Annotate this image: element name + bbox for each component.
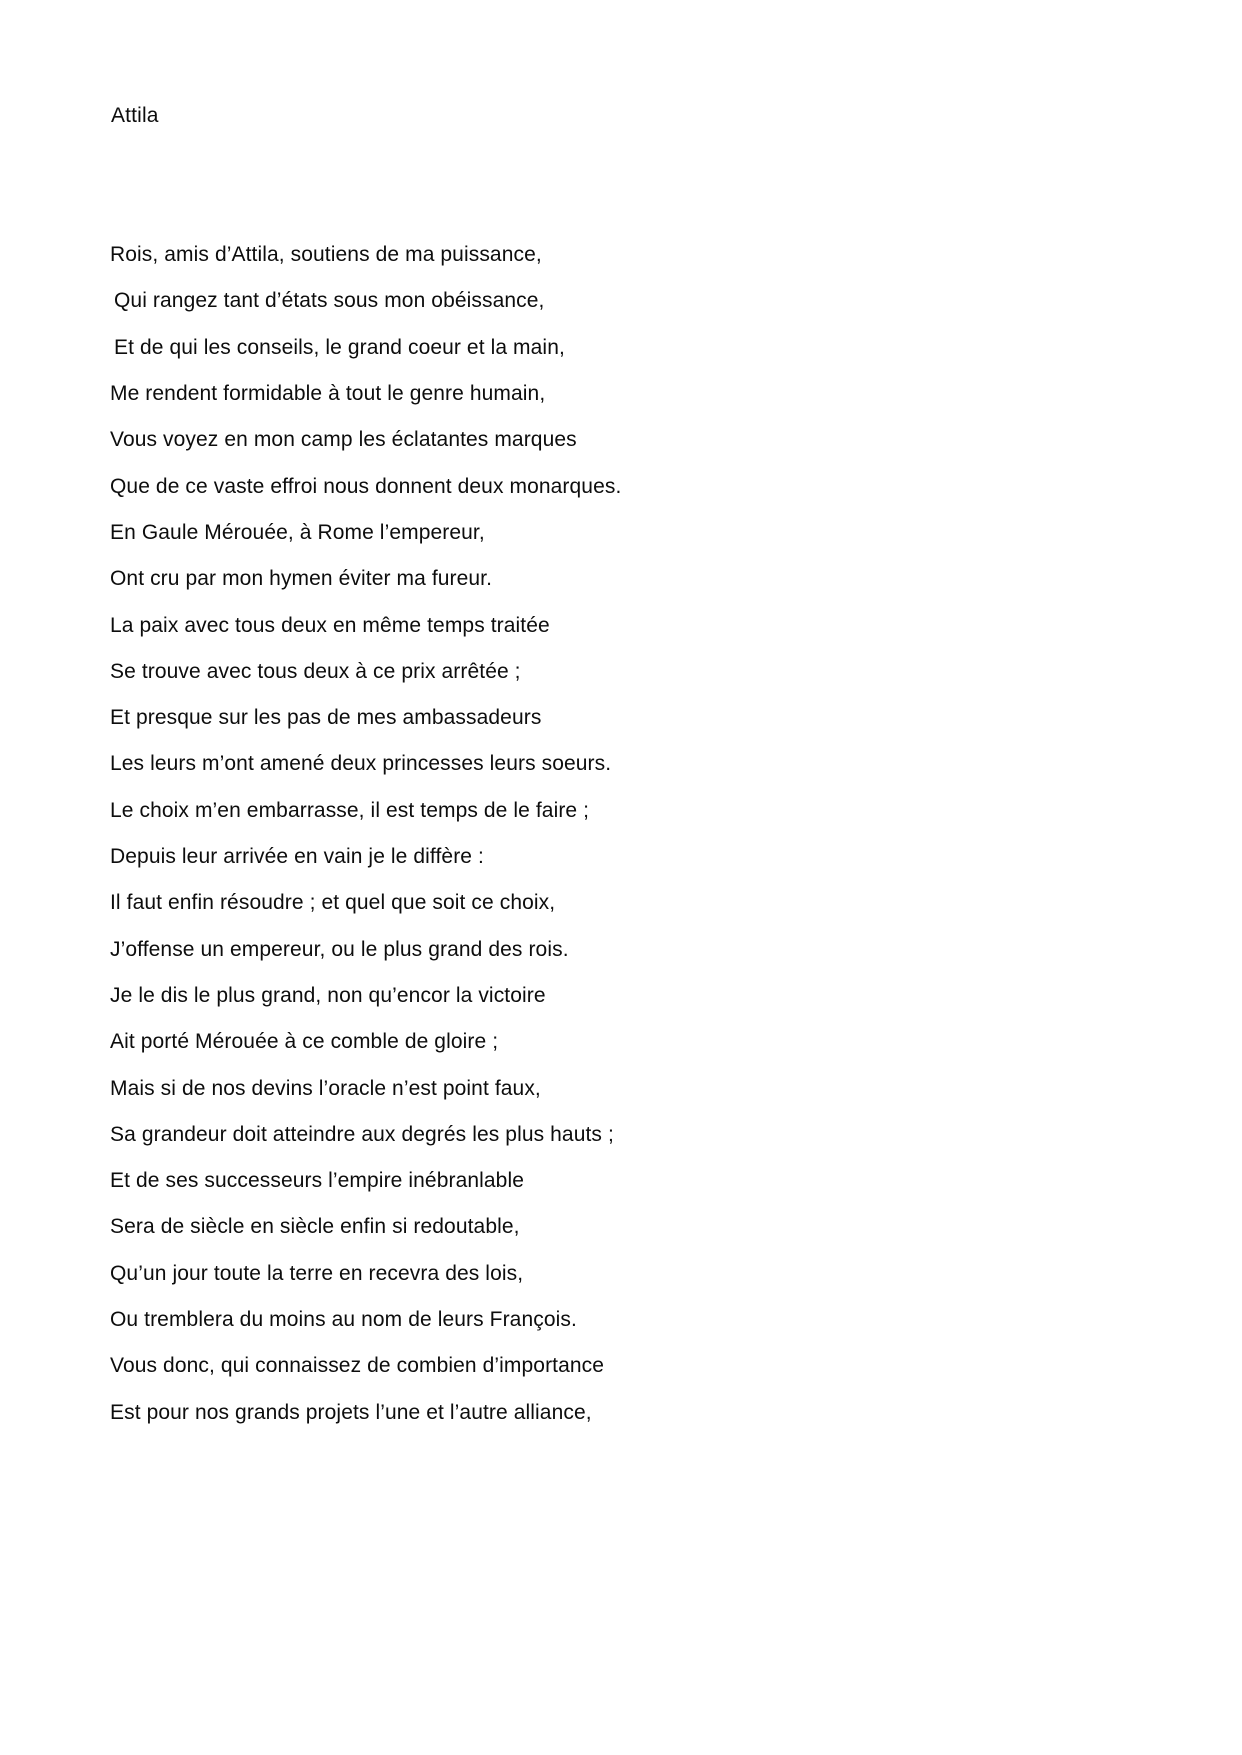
verse-line: Mais si de nos devins l’oracle n’est point faux,: [110, 1076, 541, 1100]
verse-line: Qui rangez tant d’états sous mon obéissance,: [114, 289, 545, 313]
verse-line: Que de ce vaste effroi nous donnent deux monarques.: [110, 474, 622, 498]
verse-line: Vous voyez en mon camp les éclatantes marques: [110, 428, 577, 452]
page-title: Attila: [111, 104, 159, 127]
verse-line: Et de qui les conseils, le grand coeur et la main,: [114, 335, 565, 359]
verse-line: Qu’un jour toute la terre en recevra des lois,: [110, 1261, 524, 1285]
verse-line: Ou tremblera du moins au nom de leurs François.: [110, 1308, 577, 1332]
verse-line: Rois, amis d’Attila, soutiens de ma puissance,: [110, 243, 542, 267]
verse-line: Est pour nos grands projets l’une et l’autre alliance,: [110, 1400, 592, 1424]
verse-line: Sera de siècle en siècle enfin si redoutable,: [110, 1215, 520, 1239]
verse-line: Les leurs m’ont amené deux princesses leurs soeurs.: [110, 752, 612, 776]
poem-body: [110, 232, 1132, 1436]
verse-line: Il faut enfin résoudre ; et quel que soit ce choix,: [110, 891, 556, 915]
verse-line: J’offense un empereur, ou le plus grand des rois.: [110, 937, 569, 961]
verse-line: Je le dis le plus grand, non qu’encor la victoire: [110, 983, 546, 1007]
verse-line: Le choix m’en embarrasse, il est temps de le faire ;: [110, 798, 590, 822]
verse-line: Et de ses successeurs l’empire inébranlable: [110, 1169, 525, 1193]
verse-line: Ont cru par mon hymen éviter ma fureur.: [110, 567, 493, 591]
verse-line: En Gaule Mérouée, à Rome l’empereur,: [110, 520, 485, 544]
verse-line: Et presque sur les pas de mes ambassadeurs: [110, 706, 542, 730]
verse-line: Se trouve avec tous deux à ce prix arrêtée ;: [110, 659, 521, 683]
verse-line: Depuis leur arrivée en vain je le diffère :: [110, 845, 484, 869]
verse-line: Vous donc, qui connaissez de combien d’importance: [110, 1354, 605, 1378]
title-body-spacer: [110, 128, 1132, 232]
verse-line: La paix avec tous deux en même temps traitée: [110, 613, 550, 637]
verse-line: Sa grandeur doit atteindre aux degrés les plus hauts ;: [110, 1122, 614, 1146]
verse-line: Ait porté Mérouée à ce comble de gloire ;: [110, 1030, 499, 1054]
verse-line: Me rendent formidable à tout le genre humain,: [110, 382, 546, 406]
